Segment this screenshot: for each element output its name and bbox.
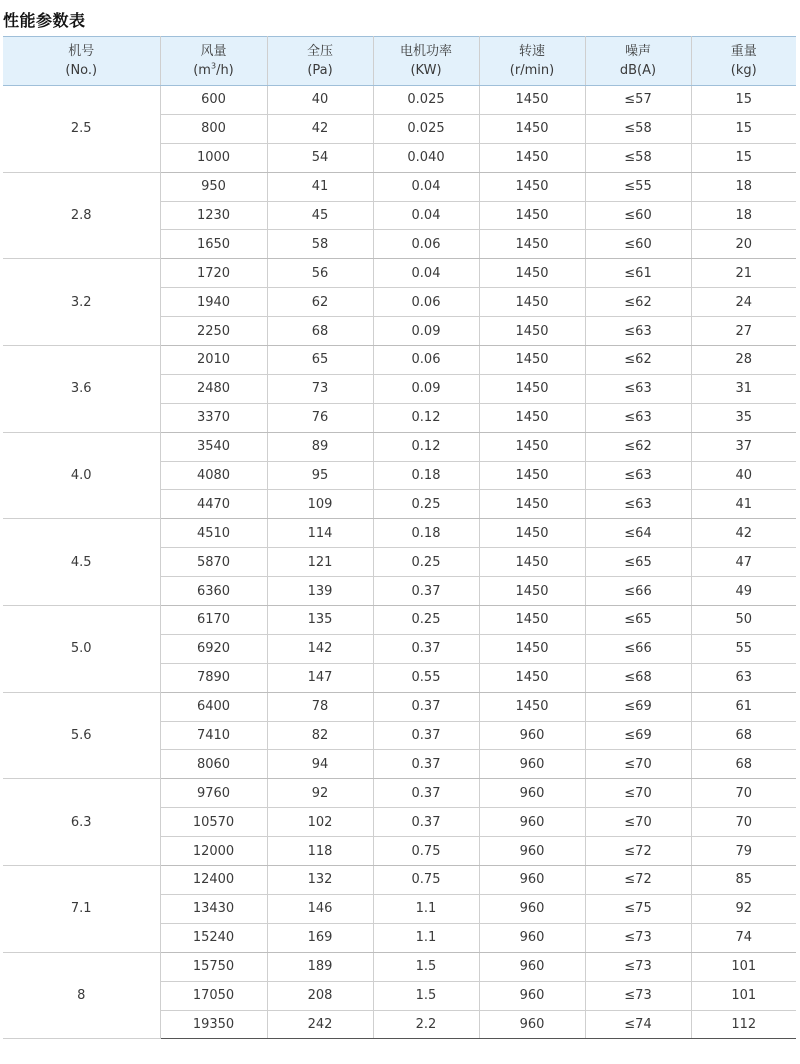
cell-noise: ≤57 <box>585 86 691 115</box>
cell-pressure: 54 <box>267 143 373 172</box>
cell-motor-power: 1.1 <box>373 894 479 923</box>
cell-model: 6.3 <box>3 779 160 866</box>
cell-airflow: 12400 <box>160 866 267 895</box>
performance-table <box>3 36 796 1039</box>
cell-weight: 92 <box>691 894 796 923</box>
cell-airflow: 600 <box>160 86 267 115</box>
cell-speed: 1450 <box>479 288 585 317</box>
cell-airflow: 2480 <box>160 374 267 403</box>
cell-motor-power: 0.06 <box>373 288 479 317</box>
cell-airflow: 9760 <box>160 779 267 808</box>
cell-motor-power: 1.5 <box>373 981 479 1010</box>
cell-speed: 1450 <box>479 403 585 432</box>
table-row <box>3 519 796 548</box>
cell-noise: ≤65 <box>585 606 691 635</box>
cell-motor-power: 0.09 <box>373 374 479 403</box>
cell-weight: 68 <box>691 750 796 779</box>
cell-weight: 68 <box>691 721 796 750</box>
table-row <box>3 172 796 201</box>
cell-pressure: 147 <box>267 663 373 692</box>
cell-airflow: 1650 <box>160 230 267 259</box>
cell-motor-power: 0.37 <box>373 721 479 750</box>
cell-pressure: 68 <box>267 317 373 346</box>
cell-weight: 20 <box>691 230 796 259</box>
cell-noise: ≤74 <box>585 1010 691 1039</box>
cell-weight: 70 <box>691 808 796 837</box>
cell-pressure: 132 <box>267 866 373 895</box>
cell-weight: 15 <box>691 114 796 143</box>
cell-speed: 1450 <box>479 86 585 115</box>
cell-speed: 960 <box>479 721 585 750</box>
cell-weight: 24 <box>691 288 796 317</box>
cell-motor-power: 0.75 <box>373 837 479 866</box>
cell-motor-power: 0.12 <box>373 432 479 461</box>
cell-pressure: 89 <box>267 432 373 461</box>
cell-weight: 41 <box>691 490 796 519</box>
cell-weight: 35 <box>691 403 796 432</box>
cell-noise: ≤72 <box>585 866 691 895</box>
cell-motor-power: 0.12 <box>373 403 479 432</box>
cell-pressure: 118 <box>267 837 373 866</box>
cell-noise: ≤63 <box>585 403 691 432</box>
cell-speed: 1450 <box>479 143 585 172</box>
cell-pressure: 208 <box>267 981 373 1010</box>
cell-pressure: 95 <box>267 461 373 490</box>
cell-speed: 1450 <box>479 374 585 403</box>
header-airflow: 风量 $(m^3/h)$ <box>160 37 267 86</box>
header-model: 机号 (No.) <box>3 37 160 86</box>
cell-weight: 50 <box>691 606 796 635</box>
cell-weight: 79 <box>691 837 796 866</box>
cell-motor-power: 0.37 <box>373 577 479 606</box>
cell-weight: 18 <box>691 201 796 230</box>
cell-weight: 21 <box>691 259 796 288</box>
cell-airflow: 3540 <box>160 432 267 461</box>
cell-weight: 15 <box>691 143 796 172</box>
cell-noise: ≤64 <box>585 519 691 548</box>
table-row <box>3 692 796 721</box>
header-motor-power: 电机功率 (KW) <box>373 37 479 86</box>
cell-airflow: 6920 <box>160 634 267 663</box>
cell-airflow: 7410 <box>160 721 267 750</box>
cell-noise: ≤63 <box>585 374 691 403</box>
cell-speed: 960 <box>479 923 585 952</box>
cell-airflow: 4470 <box>160 490 267 519</box>
cell-motor-power: 0.55 <box>373 663 479 692</box>
cell-noise: ≤70 <box>585 779 691 808</box>
cell-airflow: 1940 <box>160 288 267 317</box>
cell-noise: ≤58 <box>585 114 691 143</box>
cell-pressure: 189 <box>267 952 373 981</box>
cell-motor-power: 0.18 <box>373 519 479 548</box>
cell-pressure: 114 <box>267 519 373 548</box>
cell-motor-power: 0.37 <box>373 634 479 663</box>
cell-speed: 1450 <box>479 432 585 461</box>
cell-noise: ≤63 <box>585 461 691 490</box>
cell-noise: ≤58 <box>585 143 691 172</box>
cell-pressure: 109 <box>267 490 373 519</box>
cell-motor-power: 0.37 <box>373 692 479 721</box>
cell-speed: 1450 <box>479 230 585 259</box>
cell-weight: 47 <box>691 548 796 577</box>
cell-motor-power: 0.025 <box>373 86 479 115</box>
cell-airflow: 2010 <box>160 346 267 375</box>
table-row <box>3 259 796 288</box>
cell-pressure: 142 <box>267 634 373 663</box>
cell-noise: ≤75 <box>585 894 691 923</box>
cell-motor-power: 0.025 <box>373 114 479 143</box>
cell-pressure: 139 <box>267 577 373 606</box>
cell-weight: 15 <box>691 86 796 115</box>
cell-motor-power: 0.18 <box>373 461 479 490</box>
cell-pressure: 62 <box>267 288 373 317</box>
cell-speed: 1450 <box>479 201 585 230</box>
cell-weight: 18 <box>691 172 796 201</box>
cell-noise: ≤73 <box>585 923 691 952</box>
cell-noise: ≤63 <box>585 317 691 346</box>
cell-motor-power: 2.2 <box>373 1010 479 1039</box>
cell-noise: ≤69 <box>585 721 691 750</box>
cell-airflow: 10570 <box>160 808 267 837</box>
cell-model: 8 <box>3 952 160 1039</box>
cell-speed: 1450 <box>479 606 585 635</box>
cell-speed: 1450 <box>479 692 585 721</box>
cell-airflow: 15750 <box>160 952 267 981</box>
cell-airflow: 15240 <box>160 923 267 952</box>
cell-weight: 55 <box>691 634 796 663</box>
cell-airflow: 5870 <box>160 548 267 577</box>
cell-weight: 31 <box>691 374 796 403</box>
cell-noise: ≤69 <box>585 692 691 721</box>
cell-speed: 960 <box>479 837 585 866</box>
cell-weight: 42 <box>691 519 796 548</box>
cell-speed: 1450 <box>479 490 585 519</box>
cell-pressure: 42 <box>267 114 373 143</box>
cell-airflow: 4080 <box>160 461 267 490</box>
table-row <box>3 86 796 115</box>
cell-noise: ≤73 <box>585 952 691 981</box>
cell-motor-power: 0.09 <box>373 317 479 346</box>
cell-airflow: 12000 <box>160 837 267 866</box>
cell-airflow: 19350 <box>160 1010 267 1039</box>
cell-model: 5.0 <box>3 606 160 693</box>
cell-pressure: 102 <box>267 808 373 837</box>
header-weight: 重量 (kg) <box>691 37 796 86</box>
cell-noise: ≤70 <box>585 808 691 837</box>
cell-pressure: 76 <box>267 403 373 432</box>
cell-motor-power: 0.04 <box>373 259 479 288</box>
cell-speed: 1450 <box>479 461 585 490</box>
cell-motor-power: 1.5 <box>373 952 479 981</box>
cell-pressure: 41 <box>267 172 373 201</box>
cell-airflow: 17050 <box>160 981 267 1010</box>
cell-speed: 960 <box>479 1010 585 1039</box>
cell-noise: ≤66 <box>585 634 691 663</box>
cell-model: 4.5 <box>3 519 160 606</box>
cell-motor-power: 0.04 <box>373 201 479 230</box>
cell-weight: 61 <box>691 692 796 721</box>
cell-motor-power: 1.1 <box>373 923 479 952</box>
cell-motor-power: 0.25 <box>373 490 479 519</box>
cell-speed: 1450 <box>479 519 585 548</box>
cell-weight: 112 <box>691 1010 796 1039</box>
cell-noise: ≤55 <box>585 172 691 201</box>
cell-weight: 74 <box>691 923 796 952</box>
cell-speed: 960 <box>479 779 585 808</box>
cell-speed: 1450 <box>479 663 585 692</box>
cell-airflow: 6360 <box>160 577 267 606</box>
cell-noise: ≤61 <box>585 259 691 288</box>
cell-motor-power: 0.37 <box>373 779 479 808</box>
cell-airflow: 2250 <box>160 317 267 346</box>
cell-speed: 1450 <box>479 172 585 201</box>
cell-weight: 49 <box>691 577 796 606</box>
cell-motor-power: 0.06 <box>373 230 479 259</box>
table-row <box>3 346 796 375</box>
cell-airflow: 6400 <box>160 692 267 721</box>
cell-weight: 101 <box>691 981 796 1010</box>
cell-model: 2.5 <box>3 86 160 173</box>
cell-noise: ≤60 <box>585 201 691 230</box>
cell-airflow: 1720 <box>160 259 267 288</box>
cell-weight: 37 <box>691 432 796 461</box>
cell-motor-power: 0.25 <box>373 606 479 635</box>
cell-airflow: 7890 <box>160 663 267 692</box>
cell-pressure: 73 <box>267 374 373 403</box>
cell-speed: 960 <box>479 981 585 1010</box>
cell-pressure: 146 <box>267 894 373 923</box>
page-title: 性能参数表 <box>3 11 86 30</box>
cell-weight: 63 <box>691 663 796 692</box>
table-row <box>3 779 796 808</box>
header-speed: 转速 (r/min) <box>479 37 585 86</box>
cell-pressure: 242 <box>267 1010 373 1039</box>
cell-pressure: 56 <box>267 259 373 288</box>
cell-pressure: 92 <box>267 779 373 808</box>
cell-motor-power: 0.04 <box>373 172 479 201</box>
cell-motor-power: 0.75 <box>373 866 479 895</box>
cell-airflow: 950 <box>160 172 267 201</box>
cell-motor-power: 0.25 <box>373 548 479 577</box>
cell-speed: 960 <box>479 952 585 981</box>
cell-pressure: 82 <box>267 721 373 750</box>
table-header-row <box>3 37 796 86</box>
cell-noise: ≤63 <box>585 490 691 519</box>
header-pressure: 全压 (Pa) <box>267 37 373 86</box>
cell-pressure: 58 <box>267 230 373 259</box>
cell-airflow: 3370 <box>160 403 267 432</box>
cell-weight: 85 <box>691 866 796 895</box>
cell-noise: ≤68 <box>585 663 691 692</box>
table-row <box>3 866 796 895</box>
cell-noise: ≤70 <box>585 750 691 779</box>
cell-pressure: 135 <box>267 606 373 635</box>
cell-pressure: 121 <box>267 548 373 577</box>
cell-speed: 960 <box>479 750 585 779</box>
cell-weight: 28 <box>691 346 796 375</box>
cell-noise: ≤62 <box>585 432 691 461</box>
cell-weight: 70 <box>691 779 796 808</box>
cell-pressure: 169 <box>267 923 373 952</box>
cell-motor-power: 0.37 <box>373 808 479 837</box>
cell-noise: ≤60 <box>585 230 691 259</box>
cell-motor-power: 0.06 <box>373 346 479 375</box>
cell-pressure: 40 <box>267 86 373 115</box>
table-row <box>3 952 796 981</box>
cell-airflow: 1230 <box>160 201 267 230</box>
cell-pressure: 94 <box>267 750 373 779</box>
cell-speed: 960 <box>479 866 585 895</box>
table-row <box>3 606 796 635</box>
cell-noise: ≤62 <box>585 346 691 375</box>
cell-noise: ≤73 <box>585 981 691 1010</box>
table-body <box>3 86 796 1039</box>
cell-model: 7.1 <box>3 866 160 953</box>
cell-noise: ≤66 <box>585 577 691 606</box>
cell-model: 2.8 <box>3 172 160 259</box>
table-row <box>3 432 796 461</box>
cell-pressure: 45 <box>267 201 373 230</box>
cell-noise: ≤72 <box>585 837 691 866</box>
cell-airflow: 4510 <box>160 519 267 548</box>
cell-airflow: 1000 <box>160 143 267 172</box>
cell-weight: 40 <box>691 461 796 490</box>
cell-airflow: 800 <box>160 114 267 143</box>
cell-weight: 27 <box>691 317 796 346</box>
cell-weight: 101 <box>691 952 796 981</box>
cell-pressure: 65 <box>267 346 373 375</box>
header-noise: 噪声 dB(A) <box>585 37 691 86</box>
cell-speed: 1450 <box>479 634 585 663</box>
cell-speed: 1450 <box>479 346 585 375</box>
cell-speed: 960 <box>479 808 585 837</box>
cell-speed: 1450 <box>479 317 585 346</box>
cell-speed: 960 <box>479 894 585 923</box>
cell-model: 4.0 <box>3 432 160 519</box>
cell-airflow: 6170 <box>160 606 267 635</box>
cell-pressure: 78 <box>267 692 373 721</box>
cell-noise: ≤65 <box>585 548 691 577</box>
cell-motor-power: 0.37 <box>373 750 479 779</box>
cell-model: 3.6 <box>3 346 160 433</box>
cell-model: 3.2 <box>3 259 160 346</box>
cell-speed: 1450 <box>479 114 585 143</box>
cell-speed: 1450 <box>479 577 585 606</box>
cell-speed: 1450 <box>479 548 585 577</box>
cell-airflow: 8060 <box>160 750 267 779</box>
cell-model: 5.6 <box>3 692 160 779</box>
cell-airflow: 13430 <box>160 894 267 923</box>
cell-motor-power: 0.040 <box>373 143 479 172</box>
cell-noise: ≤62 <box>585 288 691 317</box>
cell-speed: 1450 <box>479 259 585 288</box>
